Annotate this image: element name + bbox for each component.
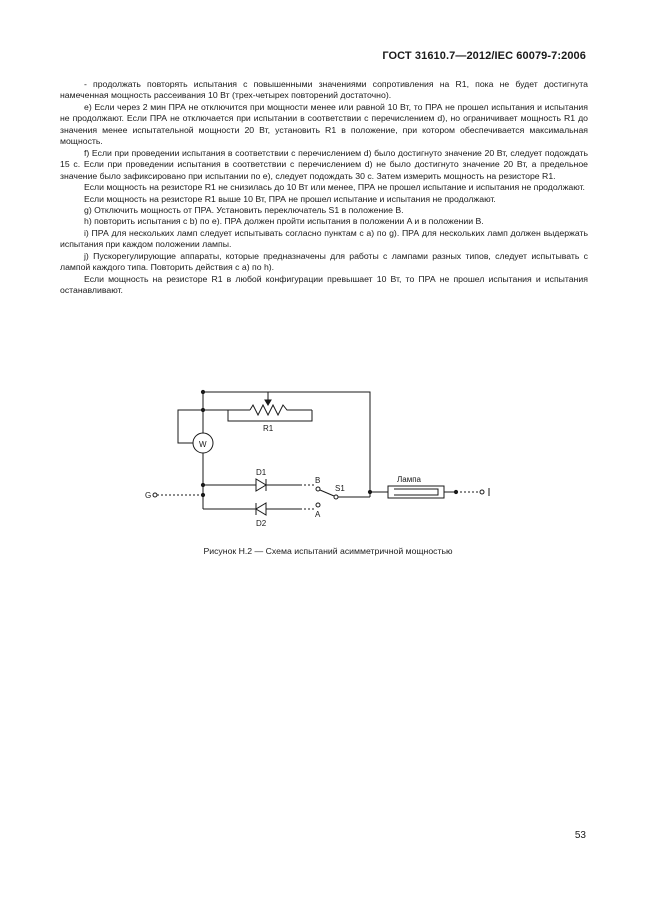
paragraph: f) Если при проведении испытания в соответствии с перечислением d) было достигнуто значение 20 Вт, следует подождать 15 с. Если при проведении испытания в соответствии с перечислением d) не было достигнуто значение 20 Вт, а предельное значение было зафиксировано при испытании по e), следует подождать 30 с. Затем измерить мощность на резисторе R1. bbox=[60, 147, 588, 181]
junction-dot bbox=[368, 490, 371, 493]
terminal-output bbox=[480, 490, 484, 494]
body-text bbox=[60, 79, 588, 297]
label-s1: S1 bbox=[335, 484, 345, 493]
switch-common bbox=[334, 495, 338, 499]
paragraph: - продолжать повторять испытания с повышенными значениями сопротивления на R1, пока не будет достигнута намеченная мощность рассеивания 10 Вт (трех-четырех повторений достаточно). bbox=[60, 79, 588, 101]
junction-dot bbox=[201, 483, 204, 486]
page-number: 53 bbox=[574, 830, 586, 841]
lamp-symbol bbox=[388, 486, 444, 498]
junction-dot bbox=[201, 493, 204, 496]
diode-d1 bbox=[256, 479, 266, 491]
figure-caption: Рисунок H.2 — Схема испытаний асимметричной мощностью bbox=[203, 546, 453, 556]
switch-contact-a bbox=[316, 503, 320, 507]
paragraph: j) Пускорегулирующие аппараты, которые предназначены для работы с лампами разных типов, следует испытывать с лампой каждого типа. Повторить действия с a) по h). bbox=[60, 250, 588, 273]
outer-loop-wire bbox=[203, 392, 370, 487]
label-b: B bbox=[315, 476, 321, 485]
junction-dot bbox=[454, 490, 457, 493]
junction-dot bbox=[201, 408, 204, 411]
switch-contact-b bbox=[316, 487, 320, 491]
standard-code: ГОСТ 31610.7—2012/IEC 60079-7:2006 bbox=[382, 50, 586, 62]
paragraph: i) ПРА для нескольких ламп следует испытывать согласно пунктам с a) по g). ПРА для нескольких ламп должен выдержать испытания при каждом положении лампы. bbox=[60, 227, 588, 250]
label-lamp: Лампа bbox=[397, 475, 421, 484]
paragraph: g) Отключить мощность от ПРА. Установить переключатель S1 в положение B. bbox=[84, 204, 404, 215]
switch-blade bbox=[320, 490, 334, 496]
label-d1: D1 bbox=[256, 468, 267, 477]
label-d2: D2 bbox=[256, 519, 267, 528]
paragraph: Если мощность на резисторе R1 выше 10 Вт, ПРА не прошел испытание и испытания не продолжают. bbox=[84, 193, 496, 204]
diode-d2 bbox=[256, 503, 266, 515]
label-g: G bbox=[145, 491, 152, 500]
terminal-g bbox=[153, 493, 157, 497]
paragraph: Если мощность на резисторе R1 не снизилась до 10 Вт или менее, ПРА не прошел испытание и испытания не продолжают. bbox=[84, 182, 585, 193]
resistor-r1 bbox=[250, 405, 290, 415]
paragraph: Если мощность на резисторе R1 в любой конфигурации превышает 10 Вт, то ПРА не прошел испытания и испытания останавливают. bbox=[60, 273, 588, 296]
circuit-diagram bbox=[140, 385, 520, 535]
resistor-wiper-arrowhead bbox=[265, 400, 271, 405]
paragraph: h) повторить испытания с b) по e). ПРА должен пройти испытания в положении A и в положении B. bbox=[84, 216, 484, 227]
paragraph: e) Если через 2 мин ПРА не отключится при мощности менее или равной 10 Вт, то ПРА не прошел испытания и испытания не продолжают. Если ПРА не отключается при испытании в соответствии с перечислением d), но ограничивает мощность R1 до значения менее испытательной мощности 20 Вт, установить R1 в положение, при котором обеспечивается максимальная мощность. bbox=[60, 101, 588, 147]
label-wattmeter: W bbox=[199, 440, 207, 449]
label-a: A bbox=[315, 510, 321, 519]
circuit-diagram-svg bbox=[140, 385, 520, 535]
junction-dot bbox=[201, 390, 204, 393]
label-r1: R1 bbox=[263, 424, 274, 433]
